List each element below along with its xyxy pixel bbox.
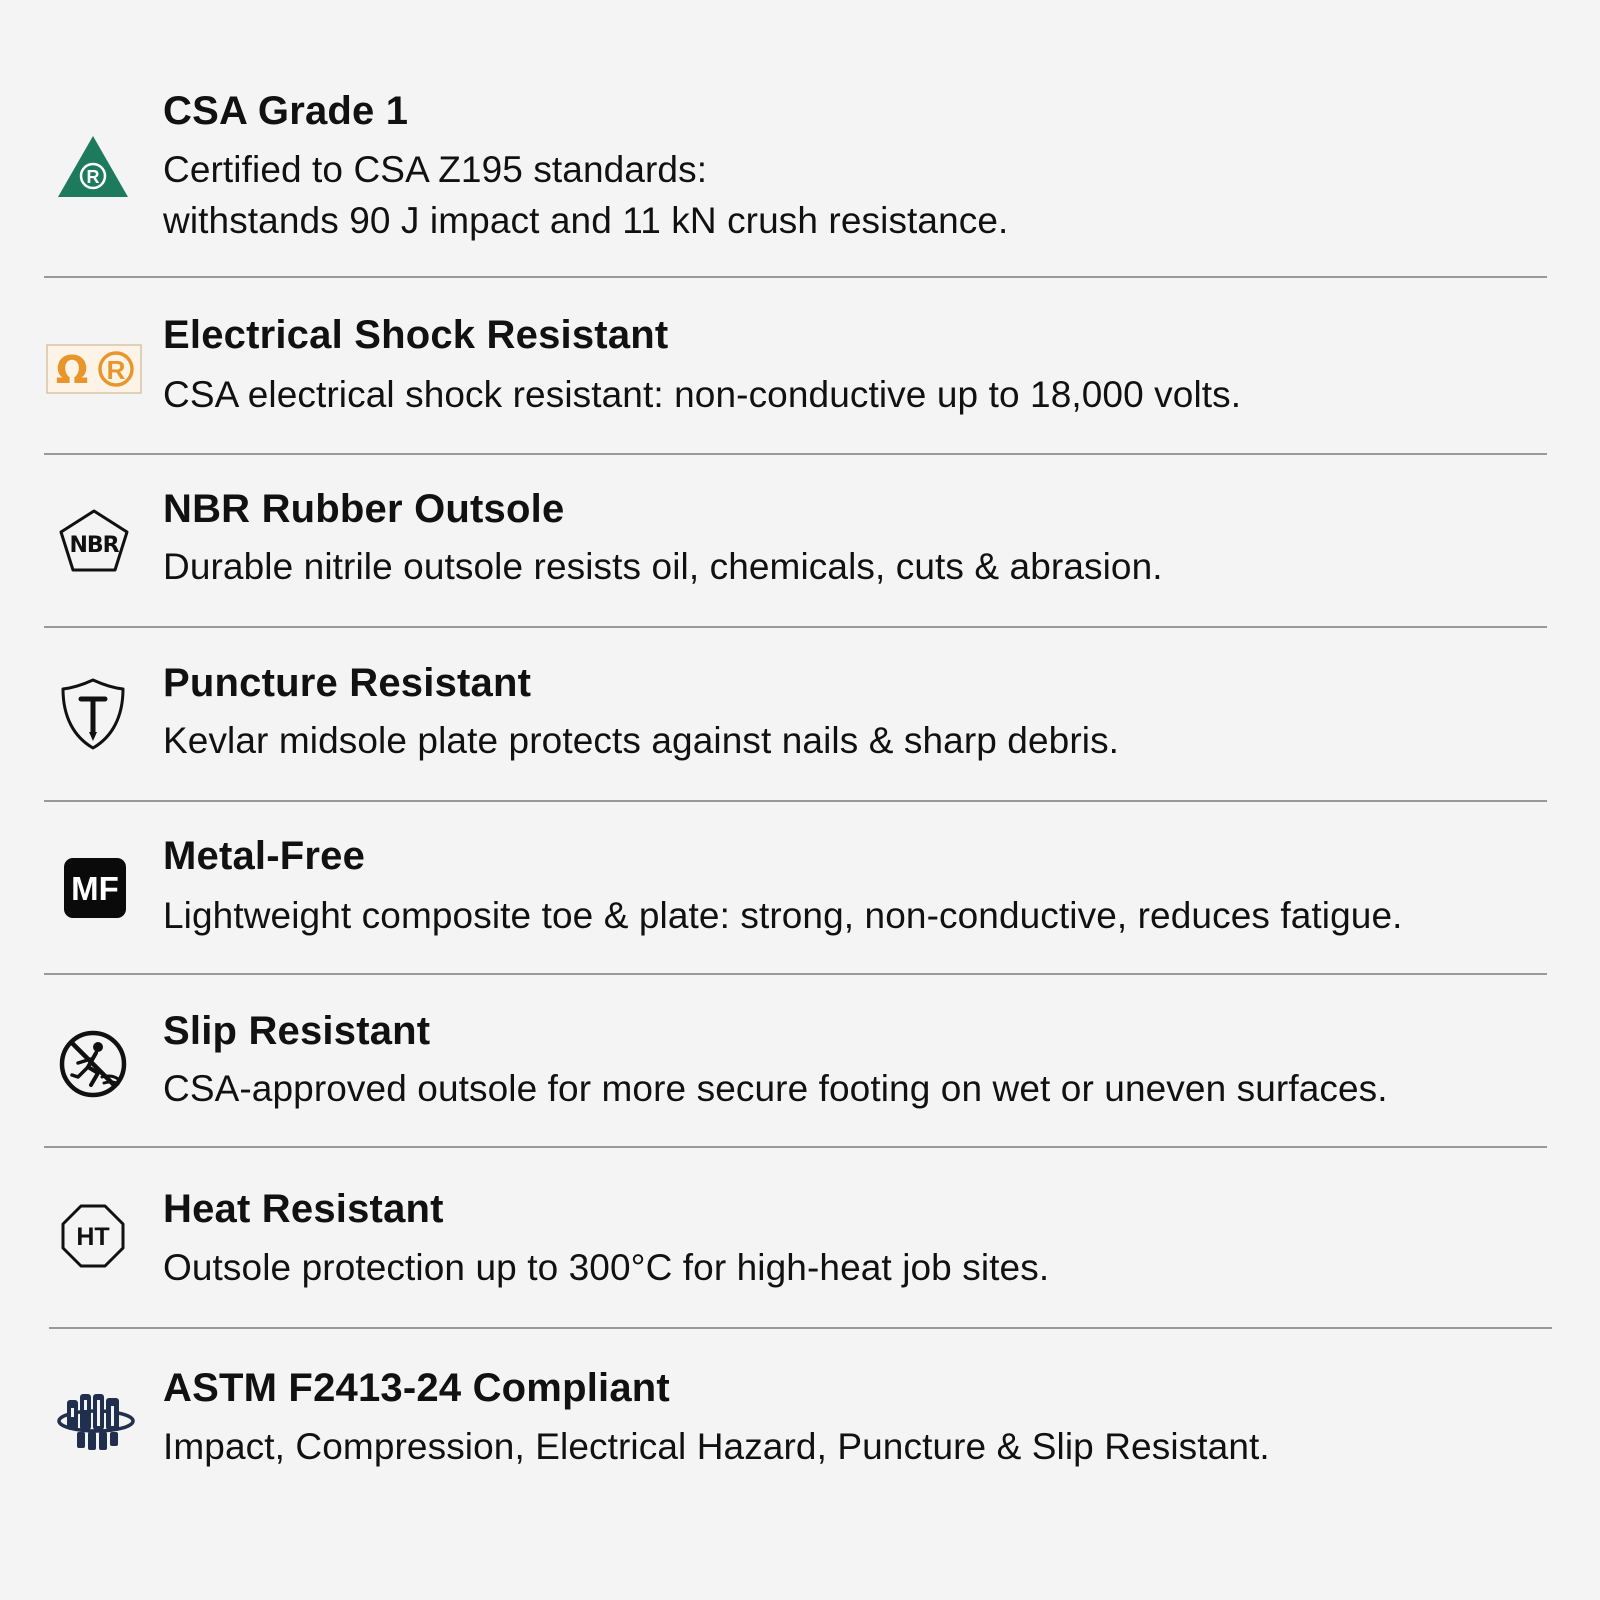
- metal-free-icon: [63, 857, 127, 919]
- feature-title: Metal-Free: [163, 834, 366, 878]
- electrical-shock-omega-icon: [46, 344, 142, 394]
- nbr-pentagon-icon: [58, 508, 130, 574]
- feature-description-line: Outsole protection up to 300°C for high-heat job sites.: [163, 1247, 1050, 1288]
- divider: [44, 1146, 1547, 1148]
- feature-description-line: Kevlar midsole plate protects against nails & sharp debris.: [163, 720, 1120, 761]
- feature-title: CSA Grade 1: [163, 89, 409, 133]
- divider: [44, 276, 1547, 278]
- svg-text:R: R: [106, 355, 126, 385]
- divider: [44, 453, 1547, 455]
- feature-title: Slip Resistant: [163, 1009, 431, 1053]
- feature-title: NBR Rubber Outsole: [163, 487, 565, 531]
- divider: [49, 1327, 1552, 1329]
- feature-description-line: CSA electrical shock resistant: non-conductive up to 18,000 volts.: [163, 374, 1242, 415]
- svg-text:Ω: Ω: [55, 348, 89, 392]
- feature-title: ASTM F2413-24 Compliant: [163, 1366, 670, 1410]
- svg-text:MF: MF: [71, 870, 119, 907]
- divider: [44, 973, 1547, 975]
- csa-triangle-icon: [56, 134, 130, 200]
- svg-text:NBR: NBR: [69, 533, 119, 558]
- svg-text:HT: HT: [76, 1223, 110, 1251]
- feature-title: Electrical Shock Resistant: [163, 313, 669, 357]
- feature-title: Puncture Resistant: [163, 661, 532, 705]
- feature-description-line: Lightweight composite toe & plate: strong, non-conductive, reduces fatigue.: [163, 895, 1403, 936]
- heat-resistant-octagon-icon: [60, 1203, 126, 1269]
- feature-title: Heat Resistant: [163, 1187, 444, 1231]
- divider: [44, 800, 1547, 802]
- divider: [44, 626, 1547, 628]
- feature-description-line: Impact, Compression, Electrical Hazard, Puncture & Slip Resistant.: [163, 1426, 1270, 1467]
- slip-resistant-icon: [58, 1029, 128, 1099]
- svg-text:R: R: [86, 167, 100, 187]
- feature-description-line: Durable nitrile outsole resists oil, chemicals, cuts & abrasion.: [163, 546, 1163, 587]
- feature-description-line: Certified to CSA Z195 standards:: [163, 149, 708, 190]
- puncture-shield-icon: [60, 677, 126, 751]
- feature-description-line: CSA-approved outsole for more secure footing on wet or uneven surfaces.: [163, 1068, 1388, 1109]
- feature-description-line: withstands 90 J impact and 11 kN crush resistance.: [163, 200, 1009, 241]
- astm-logo-icon: [55, 1386, 137, 1452]
